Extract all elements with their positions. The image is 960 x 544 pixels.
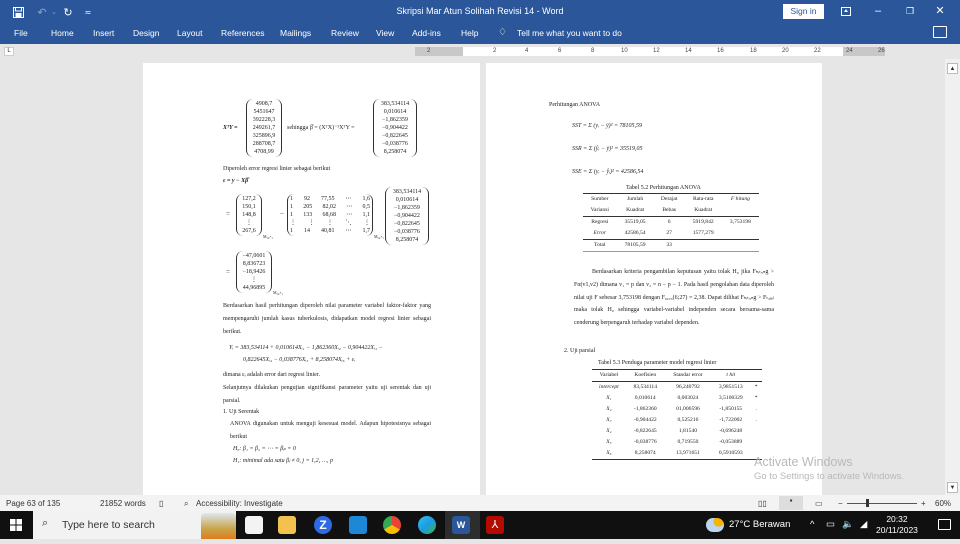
residual-vector: −47,0601 8,836723 −18,9426 ⋮ 44,96895 [236,251,272,293]
status-bar [0,495,960,511]
comments-icon[interactable] [933,26,947,38]
search-highlight-castle-icon [201,513,236,539]
word-count[interactable]: 21852 words [100,499,146,508]
notification-center-icon[interactable] [938,519,951,530]
table-row: X₃ -0,904422 0,525216 -1,722002 . [606,417,757,423]
equals-sign: = [226,210,230,218]
sign-in-button[interactable]: Sign in [783,4,824,19]
table-5-3-caption: Tabel 5.3 Penduga parameter model regresi linier [598,360,717,366]
tell-me-search[interactable]: Tell me what you want to do [517,28,622,38]
tab-mailings[interactable]: Mailings [280,28,312,38]
proofing-icon[interactable]: ▯ [159,499,164,508]
anova-heading: Perhitungan ANOVA [549,102,601,108]
undo-dropdown-icon[interactable]: ⌄ [51,9,57,16]
search-icon: ⌕ [42,517,49,529]
scroll-up-arrow-icon[interactable]: ▲ [947,63,958,74]
minimize-button[interactable]: – [874,5,882,17]
page-count[interactable]: Page 63 of 135 [6,499,61,508]
microsoft-store-icon[interactable] [245,516,263,534]
paragraph-decision: Berdasarkan kriteria pengambilan keputusan yaitu tolak H₀ jika Fₕᵢₜᵤₙg > Fα(v1,v2) dimana v₁ = p dan v₂ = n − p − 1. Pada hasil pengolahan data diperoleh nilai uji F sebesar 3,753198 dengan F₀,₀₅(6;27) = 2,38. Dapat dilihat Fₕᵢₜᵤₙg > Fₜₐᵦₑₗ maka tolak H₀ sehingga variabel-variabel independen secara bersama-sama cenderung berpengaruh terhadap variabel dependen. [574,269,774,327]
zoom-in-button[interactable]: + [921,499,926,508]
lightbulb-icon: ♢ [498,27,507,38]
accessibility-icon: ⌕ [184,499,189,508]
accessibility-status[interactable]: Accessibility: Investigate [196,499,283,508]
volume-icon[interactable]: 🔈 [842,519,854,530]
xty-vector: 4908,7 5451647 392228,3 249261,7 325896,9 288708,7 4708,99 [246,99,282,157]
tab-selector[interactable]: L [4,47,14,56]
zoom-level[interactable]: 60% [935,499,952,508]
horizontal-ruler[interactable]: 2 2 4 6 8 10 12 14 16 18 20 22 24 26 [415,47,885,56]
document-page-left[interactable] [143,63,480,495]
sse-formula: SSE = Σ (yᵢ − ŷᵢ)² = 42586,54 [572,169,644,175]
paragraph-result: Berdasarkan hasil perhitungan diperoleh nilai parameter variabel faktor-faktor yang mempengaruhi jumlah kasus tuberkulosis, didapatkan model regresi linier sebagai berikut. [223,303,431,335]
ribbon-display-options-icon[interactable] [836,3,856,20]
tab-home[interactable]: Home [51,28,74,38]
tab-review[interactable]: Review [331,28,359,38]
table-row: Error 42586,54 27 1577,279 [593,230,714,236]
file-explorer-icon[interactable] [278,516,296,534]
title-bar [0,0,960,24]
y-subscript: M₃₄×₁ [263,234,273,239]
parameter-table: Variabel Koefisien Standar error t hit intercept 83,534114 96,240792 3,9851513 * X₁ 0,010614 0,003024 3,5100329 * X₂ -1,862360 01,006596 -1,850155 . X₃ -0,904422 0,525216 -1,722002 . X₄ -0,822645 1,81540 -0,696248 X₅ -0,038776 0,719550 -0,053889 X₆ 8,258074 13,971651 0,5910593 [592,369,762,460]
vertical-scrollbar[interactable] [945,59,960,495]
taskbar [0,511,960,539]
zoom-out-button[interactable]: − [838,499,843,508]
error-equation: ε = y − Xβ̂ [223,178,249,184]
activate-windows-watermark: Activate Windows Go to Settings to activate Windows. [754,455,904,482]
paragraph-error: dimana εᵢ adalah error dari regresi linier. [223,372,320,378]
anova-table: Sumber Jumlah Derajat Rata-rata F hitung Variansi Kuadrat Bebas Kuadrat Regresi 35519,05 6 5919,842 3,753198 Error 42586,54 27 1577,279 Total 78105,59 33 [583,193,759,252]
customize-quick-access-icon[interactable]: ≂ [84,7,92,17]
table-5-2-caption: Tabel 5.2 Perhitungan ANOVA [626,185,701,191]
tab-design[interactable]: Design [133,28,160,38]
beta-vector: 383,534114 0,010614 −1,862359 −0,904422 −0,822645 −0,038776 8,258074 [373,99,417,157]
table-row: Total 78105,59 33 [583,240,759,252]
acrobat-icon[interactable]: ⅄ [486,516,504,534]
beta-formula: sehingga β̂ = (XᵀX)⁻¹XᵀY = [287,125,355,131]
zoom-slider[interactable] [847,503,917,504]
table-row: X₅ -0,038776 0,719550 -0,053889 [606,439,743,445]
read-mode-icon[interactable]: ▯▯ [758,499,767,508]
section-uji-serentak: 1. Uji Serentak [223,409,260,415]
model-line-2: 0,822645Xᵢ₄ − 0,038776Xᵢ₅ + 8,258074Xᵢ₆ + εᵢ [243,357,356,363]
taskbar-search-box[interactable] [33,511,236,539]
window-title: Skripsi Mar Atun Solihah Revisi 14 - Word [396,6,564,16]
scroll-down-arrow-icon[interactable]: ▼ [947,482,958,493]
tab-file[interactable]: File [14,28,28,38]
residual-subscript: M₃₄×₁ [273,290,283,295]
table-row: Regresi 35519,05 6 5919,842 3,753198 [591,219,751,225]
document-page-right[interactable] [486,63,822,495]
ribbon-tabs [0,24,960,44]
minus-sign: − [280,210,284,218]
edge-icon[interactable] [418,516,436,534]
table-row: X₆ 8,258074 13,971651 0,5910593 [592,448,762,460]
battery-icon[interactable]: ▭ [826,519,835,530]
word-icon[interactable]: W [452,516,470,534]
sst-formula: SST = Σ (yᵢ − ȳ)² = 78105,59 [572,123,643,129]
y-vector: 127,2 150,1 148,8 ⋮ 267,6 [236,194,262,236]
equals-sign-2: = [226,268,230,276]
undo-icon[interactable]: ↶ [37,6,47,19]
tab-add-ins[interactable]: Add-ins [412,28,441,38]
tab-view[interactable]: View [376,28,395,38]
x-matrix: 1 92 77,55 ⋯ 1,6 1 205 82,02 ⋯ 0,5 1 133 68,68 ⋯ 1,1 ⋮ ⋮ ⋮ ⋱ ⋮ 1 14 40,81 ⋯ 1,7 [287,194,373,236]
error-intro: Diperoleh error regresi linier sebagai berikut [223,166,331,172]
close-button[interactable]: ✕ [935,5,945,17]
paragraph-significance: Selanjutnya dilakukan pengujian signifikansi parameter yaitu uji serentak dan uji parsial. [223,385,431,404]
table-row: X₁ 0,010614 0,003024 3,5100329 * [606,395,758,401]
chrome-icon[interactable] [383,516,401,534]
hypothesis-h0: H₀: β₁ = β₂ = ⋯ = βₚ = 0 [233,446,296,452]
weather-text[interactable]: 27°C Berawan [729,519,791,530]
tab-help[interactable]: Help [461,28,479,38]
beta-vector-2: 383,534114 0,010614 −1,862359 −0,904422 −0,822645 −0,038776 8,258074 [385,187,429,245]
tab-references[interactable]: References [221,28,265,38]
x-subscript: M₃₄×₇ [374,234,384,239]
ssr-formula: SSR = Σ (ŷᵢ − ȳ)² = 35519,05 [572,146,643,152]
table-row: intercept 83,534114 96,240792 3,9851513 * [599,384,758,390]
show-hidden-icons-chevron-icon[interactable]: ^ [810,519,815,530]
web-layout-icon[interactable]: ▭ [815,499,823,508]
weather-icon[interactable] [706,518,724,532]
zoom-slider-thumb[interactable] [866,499,869,507]
print-layout-icon[interactable]: ▪ [779,496,803,510]
model-line-1: Yᵢ = 383,534114 + 0,010614Xᵢ₁ − 1,862360Xᵢ₂ − 0,904422Xᵢ₃ − [229,345,383,351]
mail-icon[interactable] [349,516,367,534]
start-button[interactable] [0,511,33,539]
hypothesis-h1: H₁: minimal ada satu βⱼ ≠ 0, j = 1,2, …, p [233,458,333,464]
wifi-icon[interactable]: ◢ [860,519,868,530]
tab-insert[interactable]: Insert [93,28,115,38]
tab-layout[interactable]: Layout [177,28,203,38]
restore-button[interactable]: ❐ [905,6,915,16]
xty-label: XᵀY = [223,125,238,131]
paragraph-anova: ANOVA digunakan untuk menguji kesesuai model. Adapun hipotesisnya sebagai berikut [230,421,431,440]
table-row: X₄ -0,822645 1,81540 -0,696248 [606,428,743,434]
zoom-app-icon[interactable]: Z [314,516,332,534]
section-uji-parsial: 2. Uji parsial [564,348,596,354]
redo-icon[interactable]: ↻ [63,6,73,19]
table-row: X₂ -1,862360 01,006596 -1,850155 . [606,406,757,412]
system-clock[interactable]: 20:32 20/11/2023 [876,514,918,535]
search-placeholder: Type here to search [62,519,155,531]
